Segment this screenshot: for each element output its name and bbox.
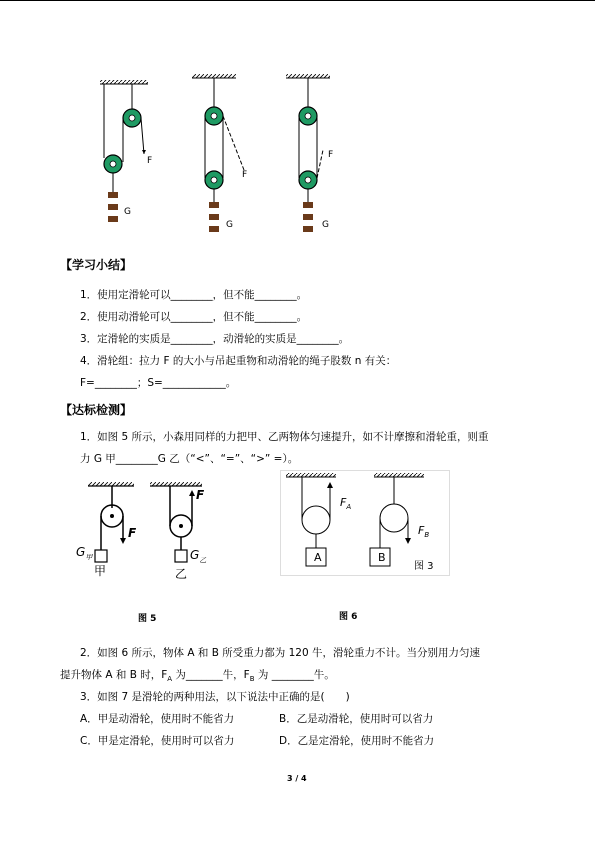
q1-line2: 力 G 甲________G 乙（“<”、“=”、“>” =）。 (80, 453, 299, 465)
fig5-name-jia: 甲 (94, 564, 107, 578)
q2-line2: 提升物体 A 和 B 时，$F_A$ 为_______牛，$F_B$ 为 ________牛。 (60, 669, 335, 684)
fig6-box-B: B (378, 551, 386, 564)
q2-line1: 2．如图 6 所示，物体 A 和 B 所受重力都为 120 牛，滑轮重力不计。当分别用力匀速 (80, 647, 480, 659)
q3-stem: 3．如图 7 是滑轮的两种用法，以下说法中正确的是( ) (80, 691, 350, 703)
pulley-system-1 (100, 80, 148, 222)
summary-heading: 【学习小结】 (60, 258, 133, 272)
pulley-system-3 (286, 74, 330, 232)
fig6-box-A: A (314, 551, 322, 564)
fig6-caption: 图 6 (339, 612, 358, 622)
summary-item-4: 4．滑轮组：拉力 F 的大小与吊起重物和动滑轮的绳子股数 n 有关： (80, 355, 397, 367)
q3-option-d: D．乙是定滑轮，使用时不能省力 (279, 735, 435, 747)
summary-item-3: 3．定滑轮的实质是________，动滑轮的实质是________。 (80, 333, 350, 345)
fig-top-F2: F (242, 170, 248, 180)
fig-top-G3: G (322, 220, 329, 230)
test-heading: 【达标检测】 (60, 403, 133, 417)
page-number: 3 / 4 (287, 774, 307, 783)
fig5-F-right: F (196, 488, 205, 502)
fig5-G-yi: $G_乙$ (190, 548, 207, 565)
q3-option-c: C．甲是定滑轮，使用时可以省力 (80, 735, 235, 747)
fig6-FB-label: $F_B$ (418, 524, 430, 540)
fig5-G-jia: $G_甲$ (76, 545, 93, 562)
summary-item-2: 2．使用动滑轮可以________，但不能________。 (80, 311, 308, 323)
fig6-FA-label: $F_A$ (340, 496, 352, 512)
fig-top-G1: G (124, 207, 131, 217)
fig5-name-yi: 乙 (175, 567, 188, 581)
pulley-system-2 (192, 74, 244, 232)
summary-item-1: 1．使用定滑轮可以________，但不能________。 (80, 289, 308, 301)
fig5-caption: 图 5 (138, 614, 157, 624)
fig-top-G2: G (226, 220, 233, 230)
q3-option-b: B．乙是动滑轮，使用时可以省力 (279, 713, 434, 725)
q3-option-a: A．甲是动滑轮，使用时不能省力 (80, 713, 235, 725)
fig-top-F1: F (147, 156, 153, 166)
page-top-border (0, 0, 595, 1)
fig6-figure3-label: 图 3 (414, 561, 434, 572)
fig-top-F3: F (328, 150, 334, 160)
summary-item-5: F=________；S=____________。 (80, 377, 237, 389)
q1-line1: 1．如图 5 所示，小森用同样的力把甲、乙两物体匀速提升，如不计摩擦和滑轮重，则重 (80, 431, 489, 443)
fig5-F-left: F (128, 526, 137, 540)
